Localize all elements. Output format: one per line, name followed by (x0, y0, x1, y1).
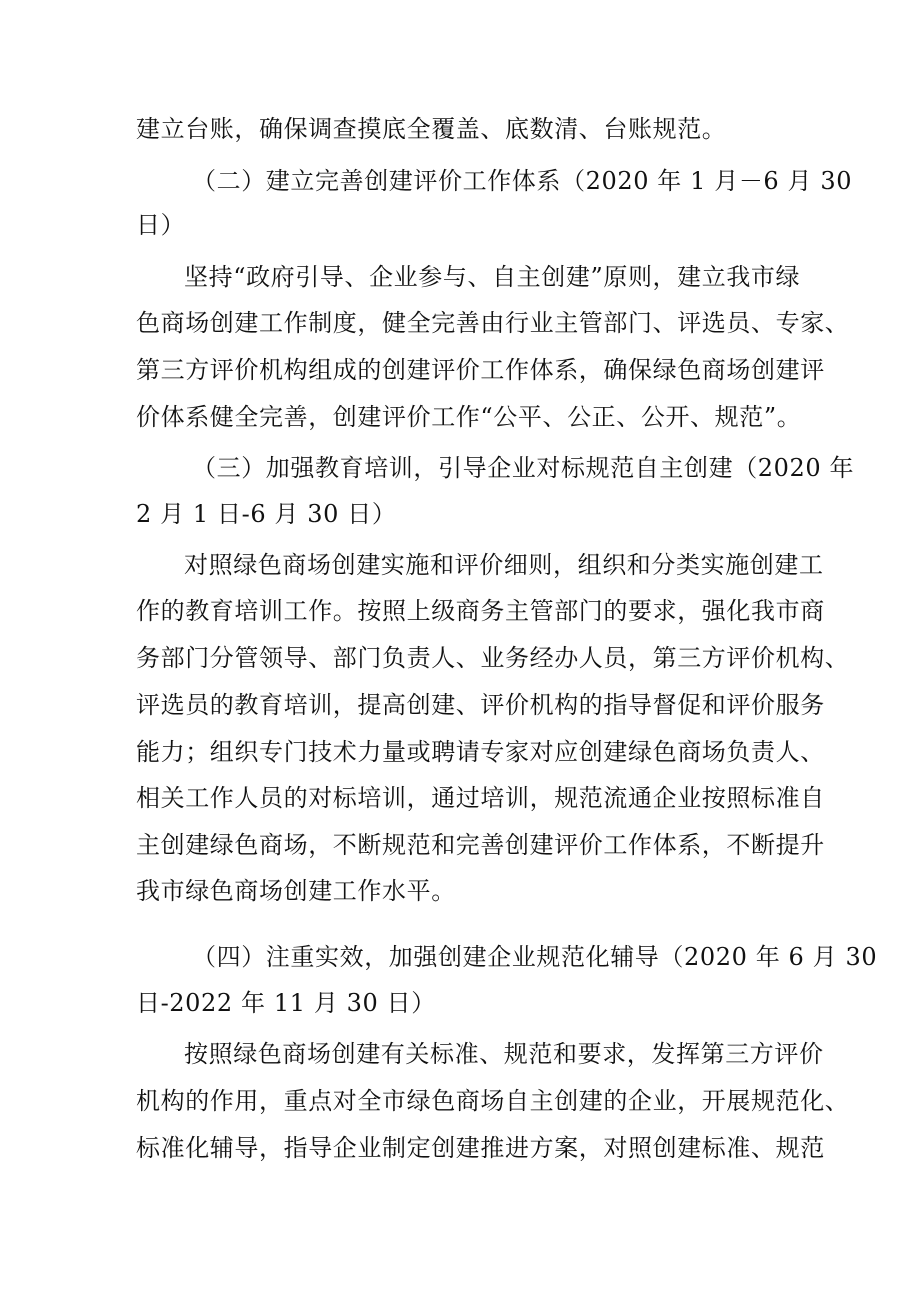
section-heading-4: （四）注重实效，加强创建企业规范化辅导（2020 年 6 月 30 (192, 943, 878, 971)
section-heading-3: （三）加强教育培训，引导企业对标规范自主创建（2020 年 (192, 454, 855, 482)
body-text-line: 色商场创建工作制度，健全完善由行业主管部门、评选员、专家、 (136, 309, 850, 337)
body-text-line: 主创建绿色商场，不断规范和完善创建评价工作体系，不断提升 (136, 831, 825, 859)
body-text-line: 按照绿色商场创建有关标准、规范和要求，发挥第三方评价 (184, 1040, 824, 1068)
section-heading-2-cont: 日） (136, 211, 186, 239)
section-heading-4-cont: 日-2022 年 11 月 30 日） (136, 989, 436, 1017)
section-heading-2: （二）建立完善创建评价工作体系（2020 年 1 月－6 月 30 (192, 167, 853, 195)
body-text-line: 建立台账，确保调查摸底全覆盖、底数清、台账规范。 (136, 115, 727, 143)
body-text-line: 标准化辅导，指导企业制定创建推进方案，对照创建标准、规范 (136, 1134, 825, 1162)
body-text-line: 我市绿色商场创建工作水平。 (136, 877, 456, 905)
body-text-line: 坚持“政府引导、企业参与、自主创建”原则，建立我市绿 (184, 263, 801, 291)
body-text-line: 相关工作人员的对标培训，通过培训，规范流通企业按照标准自 (136, 784, 825, 812)
body-text-line: 机构的作用，重点对全市绿色商场自主创建的企业，开展规范化、 (136, 1087, 850, 1115)
body-text-line: 评选员的教育培训，提高创建、评价机构的指导督促和评价服务 (136, 691, 825, 719)
body-text-line: 能力；组织专门技术力量或聘请专家对应创建绿色商场负责人、 (136, 738, 825, 766)
body-text-line: 作的教育培训工作。按照上级商务主管部门的要求，强化我市商 (136, 597, 825, 625)
body-text-line: 第三方评价机构组成的创建评价工作体系，确保绿色商场创建评 (136, 356, 825, 384)
body-text-line: 价体系健全完善，创建评价工作“公平、公正、公开、规范”。 (136, 403, 802, 431)
body-text-line: 务部门分管领导、部门负责人、业务经办人员，第三方评价机构、 (136, 644, 850, 672)
body-text-line: 对照绿色商场创建实施和评价细则，组织和分类实施创建工 (184, 551, 824, 579)
section-heading-3-cont: 2 月 1 日-6 月 30 日） (136, 500, 397, 528)
